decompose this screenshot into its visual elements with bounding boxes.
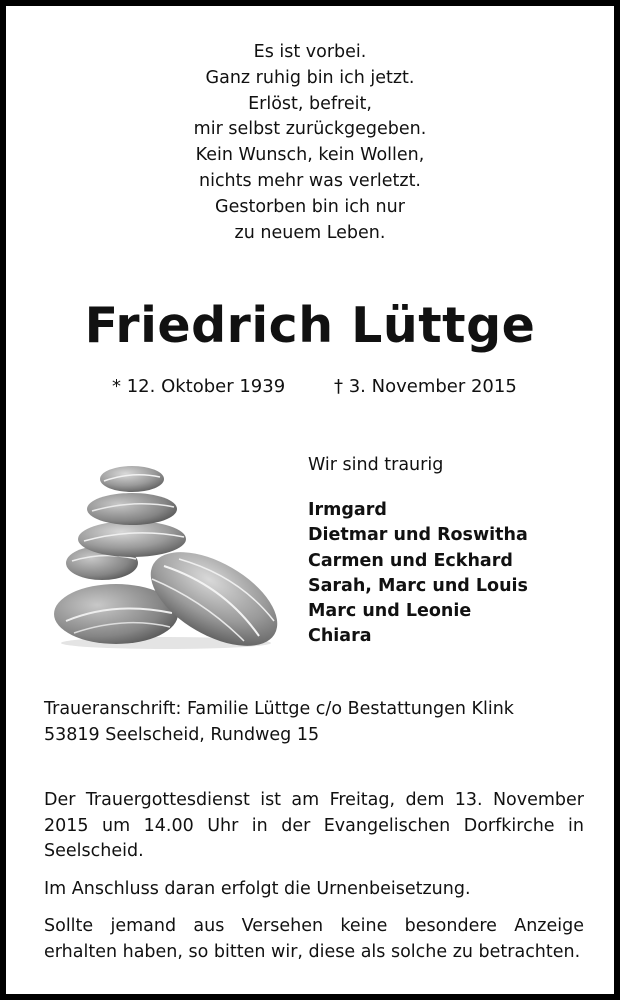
poem-line: Es ist vorbei. bbox=[253, 42, 367, 62]
life-dates bbox=[112, 374, 517, 400]
poem-line: Erlöst, befreit, bbox=[248, 93, 372, 114]
death-date: † 3. November 2015 bbox=[334, 376, 517, 397]
service-information bbox=[44, 788, 584, 977]
mourner-name: Chiara bbox=[308, 626, 372, 647]
poem-line: Kein Wunsch, kein Wollen, bbox=[195, 145, 425, 166]
poem-line: mir selbst zurückgegeben. bbox=[193, 119, 427, 140]
poem-line: Gestorben bin ich nur bbox=[215, 196, 405, 217]
burial-paragraph: Im Anschluss daran erfolgt die Urnenbeisetzung. bbox=[44, 878, 471, 899]
poem-line: nichts mehr was verletzt. bbox=[198, 170, 421, 191]
mourners-intro: Wir sind traurig bbox=[308, 455, 444, 475]
birth-date: * 12. Oktober 1939 bbox=[112, 376, 286, 397]
mourners-names bbox=[308, 498, 528, 649]
stacked-stones-image bbox=[54, 451, 284, 651]
deceased-name: Friedrich Lüttge bbox=[84, 297, 536, 354]
mourner-name: Sarah, Marc und Louis bbox=[308, 575, 528, 596]
address-line: 53819 Seelscheid, Rundweg 15 bbox=[44, 724, 320, 745]
mourner-name: Irmgard bbox=[308, 500, 387, 521]
poem-line: Ganz ruhig bin ich jetzt. bbox=[205, 67, 415, 88]
mourner-name: Dietmar und Roswitha bbox=[308, 525, 528, 546]
service-paragraph: Der Trauergottesdienst ist am Freitag, dem 13. November 2015 um 14.00 Uhr in der Evangelischen Dorfkirche in Seelscheid. bbox=[44, 790, 584, 861]
poem-line: zu neuem Leben. bbox=[234, 222, 386, 243]
mourning-address bbox=[44, 697, 514, 748]
notice-paragraph: Sollte jemand aus Versehen keine besondere Anzeige erhalten haben, so bitten wir, diese als solche zu betrachten. bbox=[44, 916, 584, 962]
mourners-block bbox=[308, 453, 528, 649]
mourner-name: Marc und Leonie bbox=[308, 601, 472, 622]
poem bbox=[6, 40, 614, 246]
mourner-name: Carmen und Eckhard bbox=[308, 550, 513, 571]
address-line: Traueranschrift: Familie Lüttge c/o Bestattungen Klink bbox=[44, 699, 514, 719]
